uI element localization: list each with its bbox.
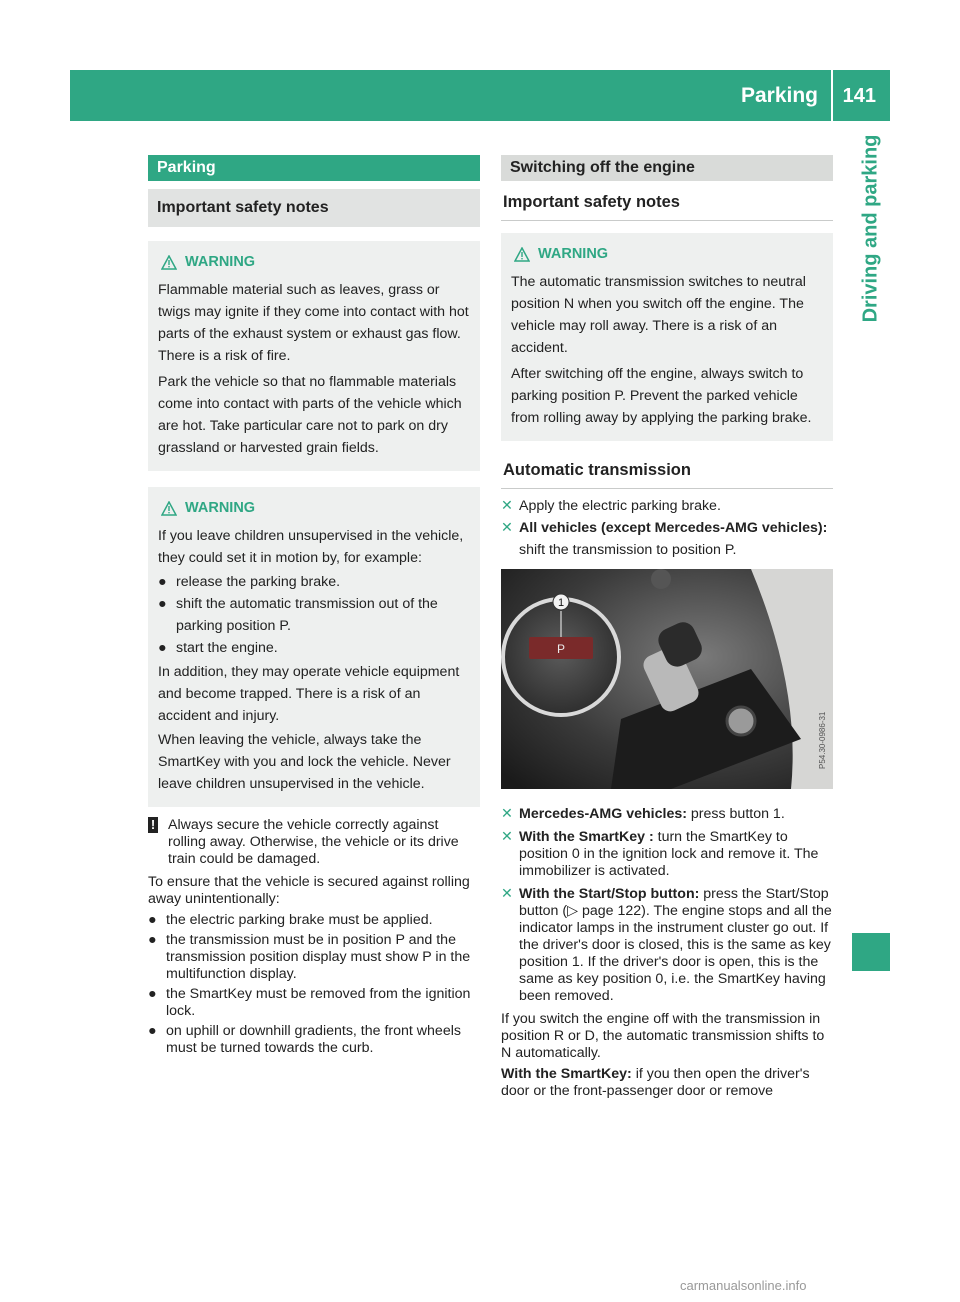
footer-watermark: carmanualsonline.info (680, 1278, 807, 1293)
warning-label: WARNING (185, 500, 256, 516)
warning-box-fire (148, 241, 480, 471)
list-item: ● release the parking brake. (158, 574, 341, 590)
photo-callout-number: 1 (557, 597, 565, 609)
warning-heading (514, 243, 823, 265)
warning-text: When leaving the vehicle, always take the SmartKey with you and lock the vehicle. Never leave children unsupervised in the vehicle. (158, 732, 451, 792)
step-item: ✕ With the Start/Stop button: press the Start/Stop button (▷ page 122). The engine stops and all the indicator lamps in the instrument cluster go out. If the driver's door is closed, this is the same as key position 1. If the driver's door is open, this is the same as key position 0, i.e. the SmartKey having been removed. (501, 886, 832, 1004)
warning-triangle-icon (161, 501, 177, 516)
warning-box-children (148, 487, 480, 807)
warning-label: WARNING (538, 246, 609, 262)
list-item: ● the electric parking brake must be applied. (148, 912, 433, 928)
warning-label: WARNING (185, 254, 256, 270)
step-item: ✕ Mercedes-AMG vehicles: press button 1. (501, 806, 785, 822)
right-column (501, 155, 833, 1100)
warning-triangle-icon (514, 247, 530, 262)
exclamation-icon: ! (148, 817, 158, 833)
step-item: ✕ With the SmartKey : turn the SmartKey to position 0 in the ignition lock and remove it. The immobilizer is activated. (501, 829, 819, 879)
section-title-switching-off: Switching off the engine (501, 155, 833, 181)
list-item: ● shift the automatic transmission out of the parking position P. (158, 596, 438, 634)
photo-button-label: P (556, 642, 566, 656)
damage-note (148, 817, 480, 868)
warning-box-rolling (501, 233, 833, 441)
warning-text: Park the vehicle so that no flammable materials come into contact with parts of the vehicle which are hot. Take particular care not to park on dry grassland or harvested grain fields. (158, 374, 462, 456)
warning-text: The automatic transmission switches to neutral position N when you switch off the engine. The vehicle may roll away. There is a risk of an accident. (511, 274, 806, 356)
steps-list (501, 806, 833, 1005)
photo-code: P54.30-0986-31 (818, 711, 827, 769)
body-text: With the SmartKey: if you then open the driver's door or the front-passenger door or remove (501, 1066, 810, 1099)
subsection-safety-notes: Important safety notes (148, 189, 480, 227)
subsection-safety-notes: Important safety notes (501, 181, 833, 221)
step-item: ✕ Apply the electric parking brake. (501, 498, 721, 514)
chapter-marker (852, 933, 890, 971)
side-tab (852, 121, 890, 341)
warning-text: After switching off the engine, always switch to parking position P. Prevent the parked vehicle from rolling away by applying the parking brake. (511, 366, 812, 426)
list-item: ● the SmartKey must be removed from the ignition lock. (148, 986, 471, 1019)
warning-text: Flammable material such as leaves, grass or twigs may ignite if they come into contact with hot parts of the exhaust system or exhaust gas flow. There is a risk of fire. (158, 282, 469, 364)
page-header (70, 70, 890, 121)
list-item: ● on uphill or downhill gradients, the front wheels must be turned towards the curb. (148, 1023, 461, 1056)
warning-text: If you leave children unsupervised in the vehicle, they could set it in motion by, for example: (158, 528, 464, 566)
gear-selector-photo (501, 569, 833, 789)
steps-list (501, 495, 833, 561)
body-text: If you switch the engine off with the transmission in position R or D, the automatic transmission shifts to N automatically. (501, 1011, 825, 1061)
warning-heading (161, 497, 470, 519)
warning-heading (161, 251, 470, 273)
list-item: ● start the engine. (158, 640, 278, 656)
warning-triangle-icon (161, 255, 177, 270)
step-item: ✕ All vehicles (except Mercedes-AMG vehicles): shift the transmission to position P. (501, 520, 828, 558)
requirements-list (148, 912, 480, 1057)
section-title-parking: Parking (148, 155, 480, 181)
list-item: ● the transmission must be in position P and the transmission position display must show P in the multifunction display. (148, 932, 471, 982)
header-divider (831, 70, 833, 121)
left-column (148, 155, 480, 1057)
note-text: Always secure the vehicle correctly against rolling away. Otherwise, the vehicle or its drive train could be damaged. (168, 817, 459, 867)
header-title: Parking (740, 84, 818, 107)
warning-text: In addition, they may operate vehicle equipment and become trapped. There is a risk of an accident and injury. (158, 664, 460, 724)
subsection-automatic-transmission: Automatic transmission (501, 449, 833, 489)
page-number: 141 (842, 85, 876, 107)
side-tab-label: Driving and parking (859, 134, 882, 323)
intro-text: To ensure that the vehicle is secured against rolling away unintentionally: (148, 874, 470, 907)
